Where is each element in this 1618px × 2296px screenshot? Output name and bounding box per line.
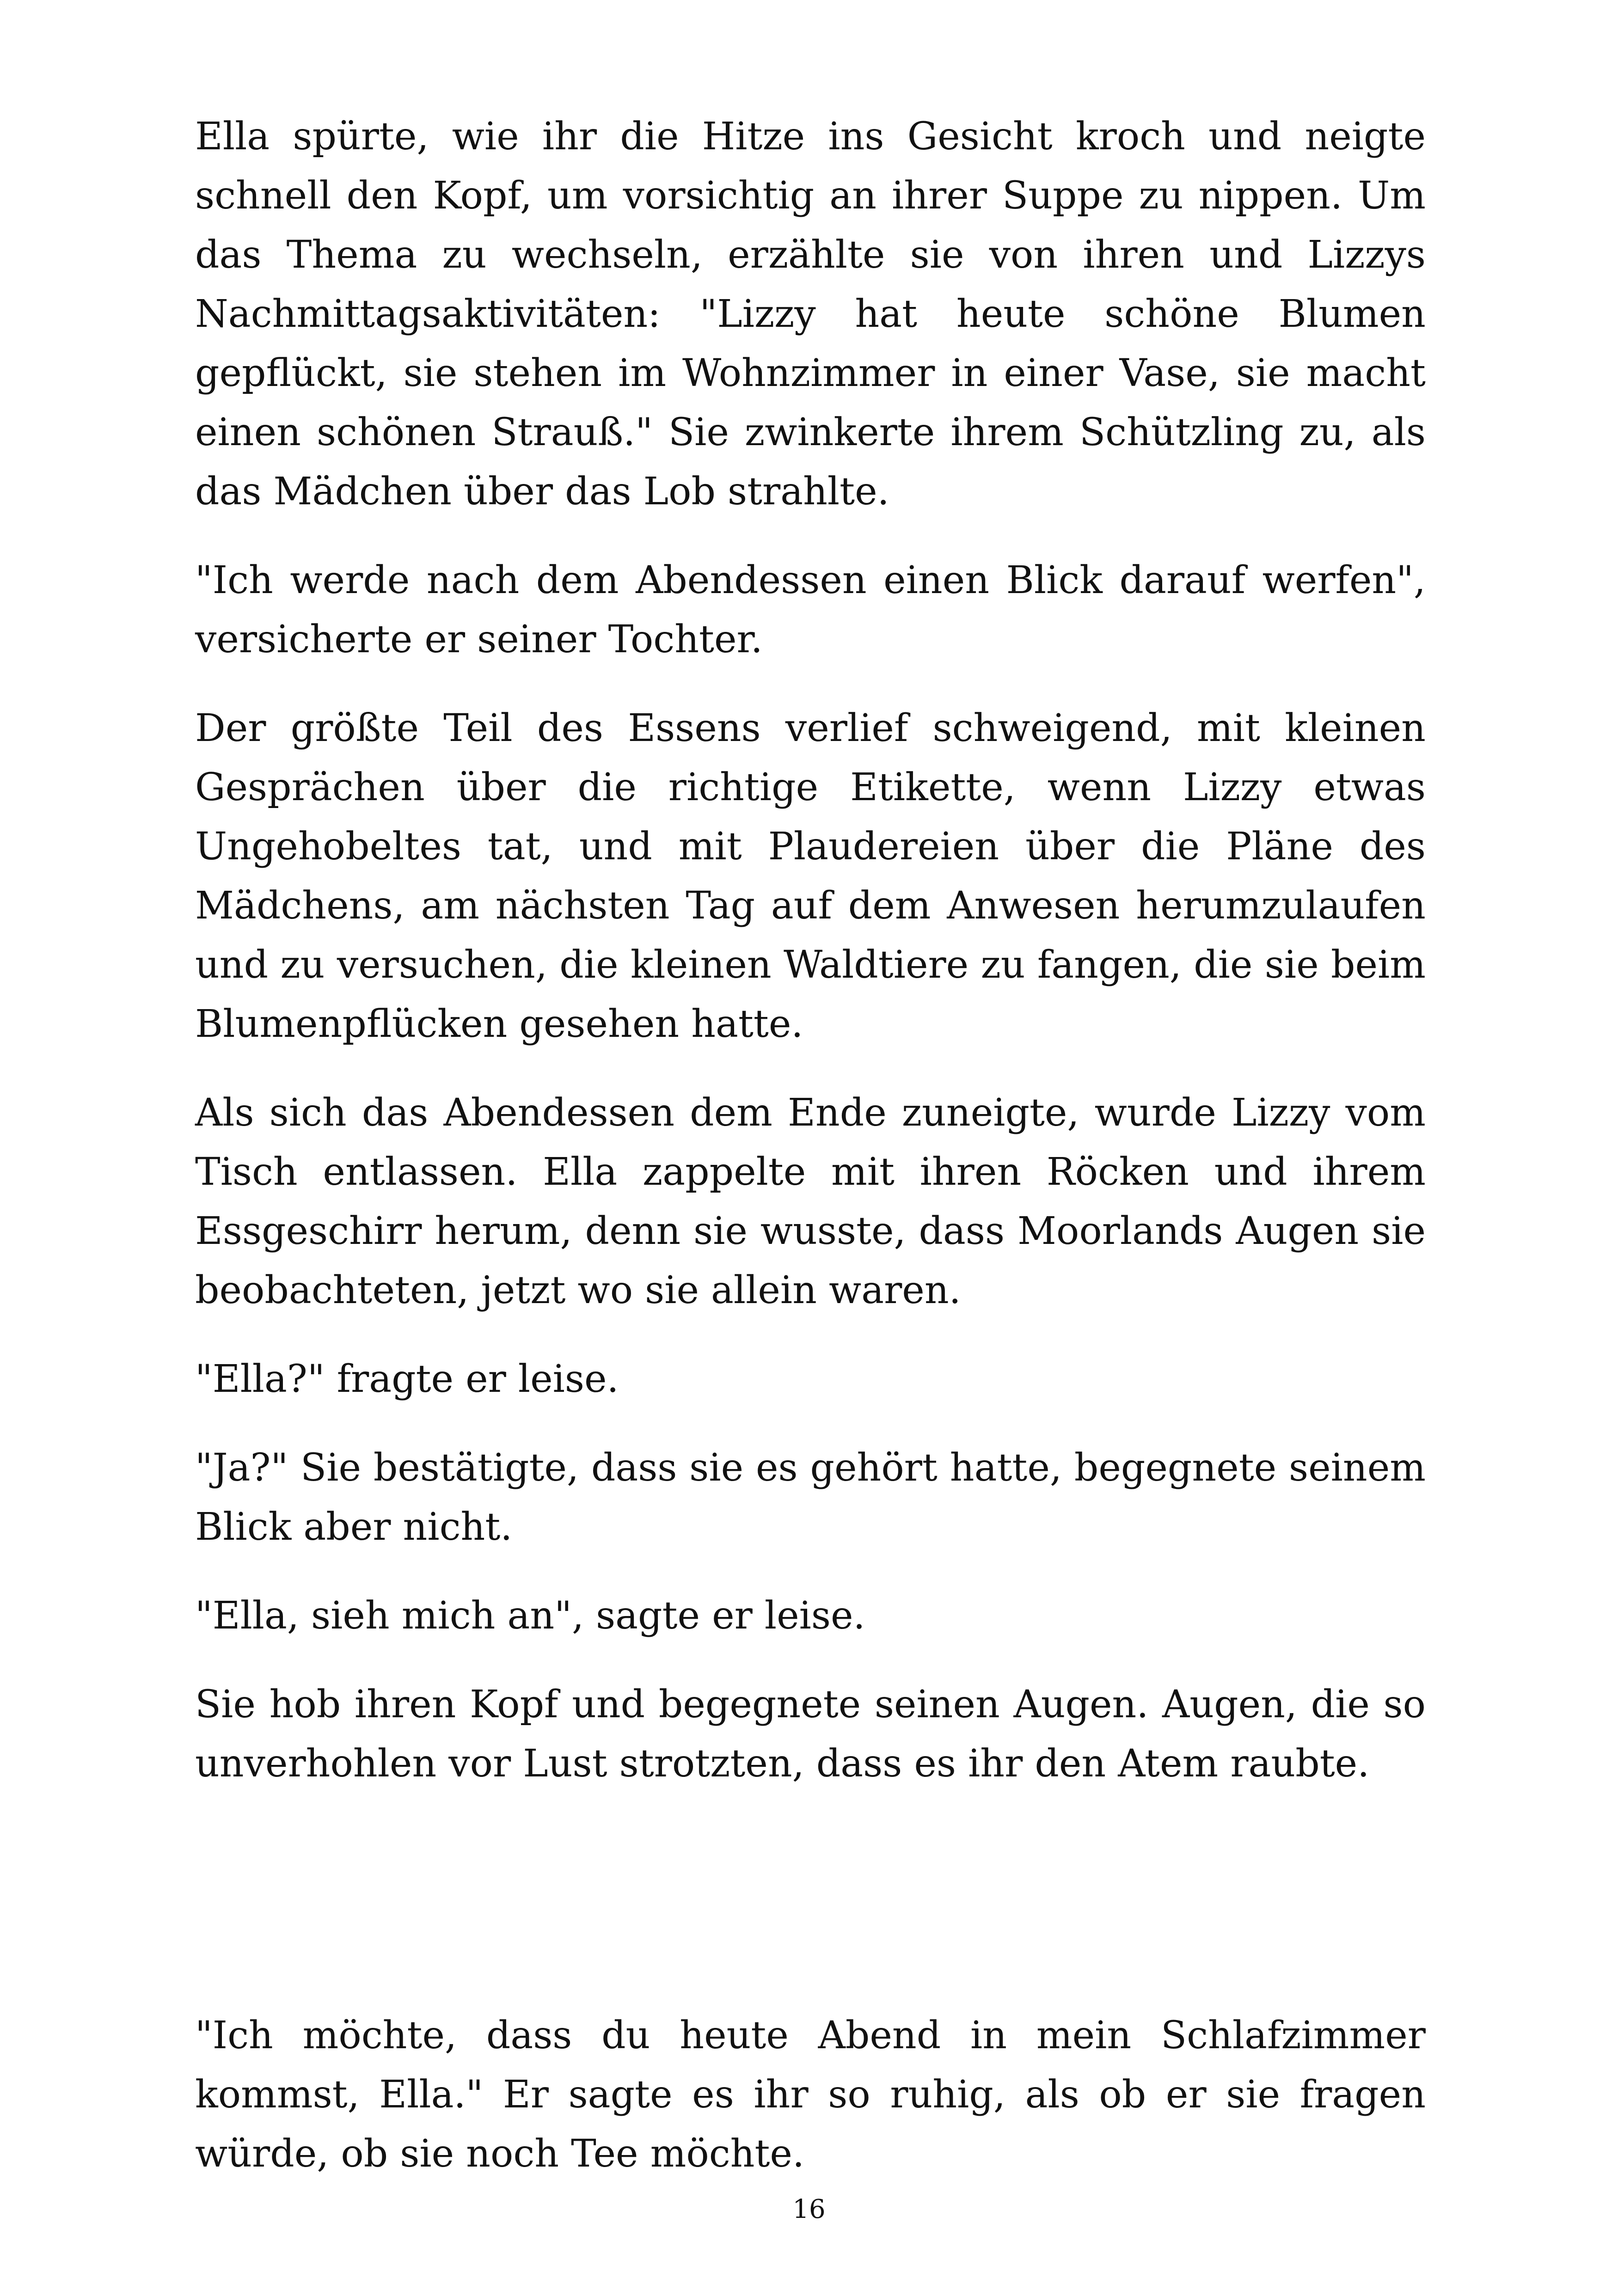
paragraph-5: "Ella?" fragte er leise. — [195, 1357, 619, 1401]
page-number: 16 — [792, 2194, 826, 2224]
paragraph-1: Ella spürte, wie ihr die Hitze ins Gesicht kroch und neigte schnell den Kopf, um vorsichtig an ihrer Suppe zu nippen. Um das Thema zu wechseln, erzählte sie von ihren und Lizzys Nachmittagsaktivitäten: "Lizzy hat heute schöne Blumen gepflückt, sie stehen im Wohnzimmer in einer Vase, sie macht einen schönen Strauß." Sie zwinkerte ihrem Schützling zu, als das Mädchen über das Lob strahlte. — [195, 115, 1426, 514]
paragraph-6: "Ja?" Sie bestätigte, dass sie es gehört hatte, begegnete seinem Blick aber nicht. — [195, 1446, 1426, 1549]
paragraph-7: "Ella, sieh mich an", sagte er leise. — [195, 1594, 865, 1638]
paragraph-9: "Ich möchte, dass du heute Abend in mein Schlafzimmer kommst, Ella." Er sagte es ihr so ruhig, als ob er sie fragen würde, ob sie noch Tee möchte. — [195, 2014, 1426, 2176]
paragraph-2: "Ich werde nach dem Abendessen einen Blick darauf werfen", versicherte er seiner Tochter. — [195, 558, 1426, 661]
paragraph-3: Der größte Teil des Essens verlief schweigend, mit kleinen Gesprächen über die richtige Etikette, wenn Lizzy etwas Ungehobeltes tat, und mit Plaudereien über die Pläne des Mädchens, am nächsten Tag auf dem Anwesen herumzulaufen und zu versuchen, die kleinen Waldtiere zu fangen, die sie beim Blumenpflücken gesehen hatte. — [195, 706, 1426, 1046]
paragraph-8: Sie hob ihren Kopf und begegnete seinen Augen. Augen, die so unverhohlen vor Lust strotzten, dass es ihr den Atem raubte. — [195, 1683, 1426, 1786]
body-text-bottom — [195, 2006, 1426, 2184]
paragraph-4: Als sich das Abendessen dem Ende zuneigte, wurde Lizzy vom Tisch entlassen. Ella zappelte mit ihren Röcken und ihrem Essgeschirr herum, denn sie wusste, dass Moorlands Augen sie beobachteten, jetzt wo sie allein waren. — [195, 1091, 1426, 1312]
body-text — [195, 107, 1426, 1794]
